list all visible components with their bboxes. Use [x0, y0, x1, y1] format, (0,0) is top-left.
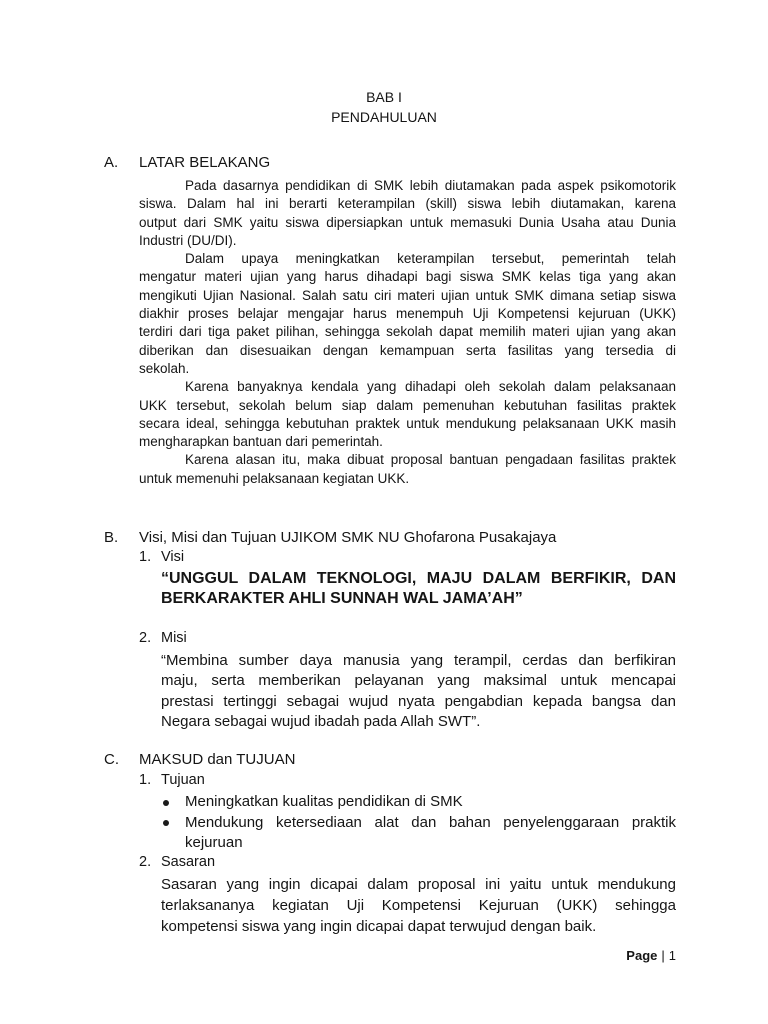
misi-line: “Membina sumber daya manusia yang terampil, cerdas dan berfikiran: [161, 652, 676, 669]
sasaran-line: terlaksananya kegiatan Uji Kompetensi Kejuruan (UKK) sehingga: [161, 897, 676, 914]
bullet-item: [161, 792, 676, 813]
misi-statement: [161, 651, 676, 732]
paragraph-line: secara ideal, sehingga kebutuhan praktek untuk mendukung pelaksanaan UKK masih: [139, 415, 676, 431]
visi-statement: [161, 569, 676, 609]
sasaran-item: [139, 852, 676, 872]
visi-item: [139, 547, 676, 567]
sasaran-line: Sasaran yang ingin dicapai dalam proposal ini yaitu untuk mendukung: [161, 876, 676, 893]
bullet-text: Mendukung ketersediaan alat dan bahan penyelenggaraan praktik: [185, 813, 676, 831]
tujuan-item: [139, 770, 676, 790]
chapter-label: BAB I: [366, 89, 402, 105]
section-letter: C.: [104, 751, 119, 768]
page-number: 1: [668, 948, 676, 963]
page-label: Page: [626, 948, 658, 963]
section-letter: A.: [104, 154, 119, 171]
misi-item: [139, 628, 676, 648]
section-b-heading: [0, 528, 768, 548]
section-title: MAKSUD dan TUJUAN: [139, 751, 296, 768]
latar-belakang-body: [139, 177, 676, 488]
sasaran-text: [161, 874, 676, 937]
paragraph-line: untuk memenuhi pelaksanaan kegiatan UKK.: [139, 470, 410, 486]
paragraph-line: mengharapkan bantuan dari pemerintah.: [139, 434, 383, 450]
visi-line: “UNGGUL DALAM TEKNOLOGI, MAJU DALAM BERFIKIR, DAN: [161, 570, 676, 587]
sasaran-line: kompetensi siswa yang ingin dicapai dapat terwujud dengan baik.: [161, 918, 597, 935]
item-label: Visi: [161, 549, 185, 565]
paragraph-line: output dari SMK yaitu siswa dipersiapkan untuk memasuki Dunia Usaha atau Dunia: [139, 214, 676, 230]
paragraph-line: Karena banyaknya kendala yang dihadapi oleh sekolah dalam pelaksanaan: [185, 379, 676, 395]
item-number: 1.: [139, 772, 152, 788]
section-title: Visi, Misi dan Tujuan UJIKOM SMK NU Ghofarona Pusakajaya: [139, 529, 557, 546]
bullet-text: Meningkatkan kualitas pendidikan di SMK: [185, 793, 463, 810]
page-separator: |: [661, 948, 665, 963]
paragraph-line: sekolah.: [139, 360, 190, 376]
bullet-icon: [163, 800, 169, 806]
item-number: 2.: [139, 630, 152, 646]
item-label: Sasaran: [161, 854, 216, 870]
item-label: Tujuan: [161, 772, 205, 788]
item-number: 1.: [139, 549, 152, 565]
section-c-heading: [0, 750, 768, 770]
page-footer: [626, 947, 676, 965]
paragraph-line: Industri (DU/DI).: [139, 232, 237, 248]
paragraph-line: siswa. Dalam hal ini berarti keterampilan (skill) siswa lebih diutamakan, karena: [139, 196, 676, 212]
section-a-heading: [0, 153, 768, 173]
item-number: 2.: [139, 854, 152, 870]
tujuan-bullet-list: [161, 792, 676, 854]
chapter-title: PENDAHULUAN: [331, 109, 437, 125]
paragraph-line: UKK tersebut, sekolah belum siap dalam pemenuhan kebutuhan fasilitas praktek: [139, 397, 676, 413]
visi-line: BERKARAKTER AHLI SUNNAH WAL JAMA’AH”: [161, 590, 523, 607]
misi-line: maju, serta memberikan pelayanan yang maksimal untuk mencapai: [161, 672, 676, 690]
bullet-continuation: kejuruan: [185, 834, 243, 851]
paragraph-line: mengatur materi ujian yang harus dihadapi bagi siswa SMK kelas tiga yang akan: [139, 269, 676, 285]
paragraph-line: Pada dasarnya pendidikan di SMK lebih diutamakan pada aspek psikomotorik: [185, 178, 676, 193]
misi-line: Negara sebagai wujud ibadah pada Allah SWT”.: [161, 712, 481, 730]
section-title: LATAR BELAKANG: [139, 154, 271, 171]
bullet-icon: [163, 820, 169, 826]
paragraph-line: Dalam upaya meningkatkan keterampilan tersebut, pemerintah telah: [185, 251, 676, 267]
bullet-item: [161, 813, 676, 834]
paragraph-line: mengikuti Ujian Nasional. Salah satu ciri materi ujian untuk SMK dimana setiap siswa: [139, 287, 676, 303]
item-label: Misi: [161, 630, 187, 646]
section-letter: B.: [104, 529, 119, 546]
paragraph-line: diakhir proses belajar mengajar harus menempuh Uji Kompetensi kejuruan (UKK): [139, 306, 676, 322]
misi-line: prestasi tertinggi sebagai wujud nyata pengabdian kepada bangsa dan: [161, 692, 676, 710]
paragraph-line: terdiri dari tiga paket pilihan, sehingga sekolah dapat memilih materi ujian yang akan: [139, 324, 676, 340]
paragraph-line: diberikan dan disesuaikan dengan kemampuan serta fasilitas yang tersedia di: [139, 342, 676, 358]
paragraph-line: Karena alasan itu, maka dibuat proposal bantuan pengadaan fasilitas praktek: [185, 452, 676, 468]
